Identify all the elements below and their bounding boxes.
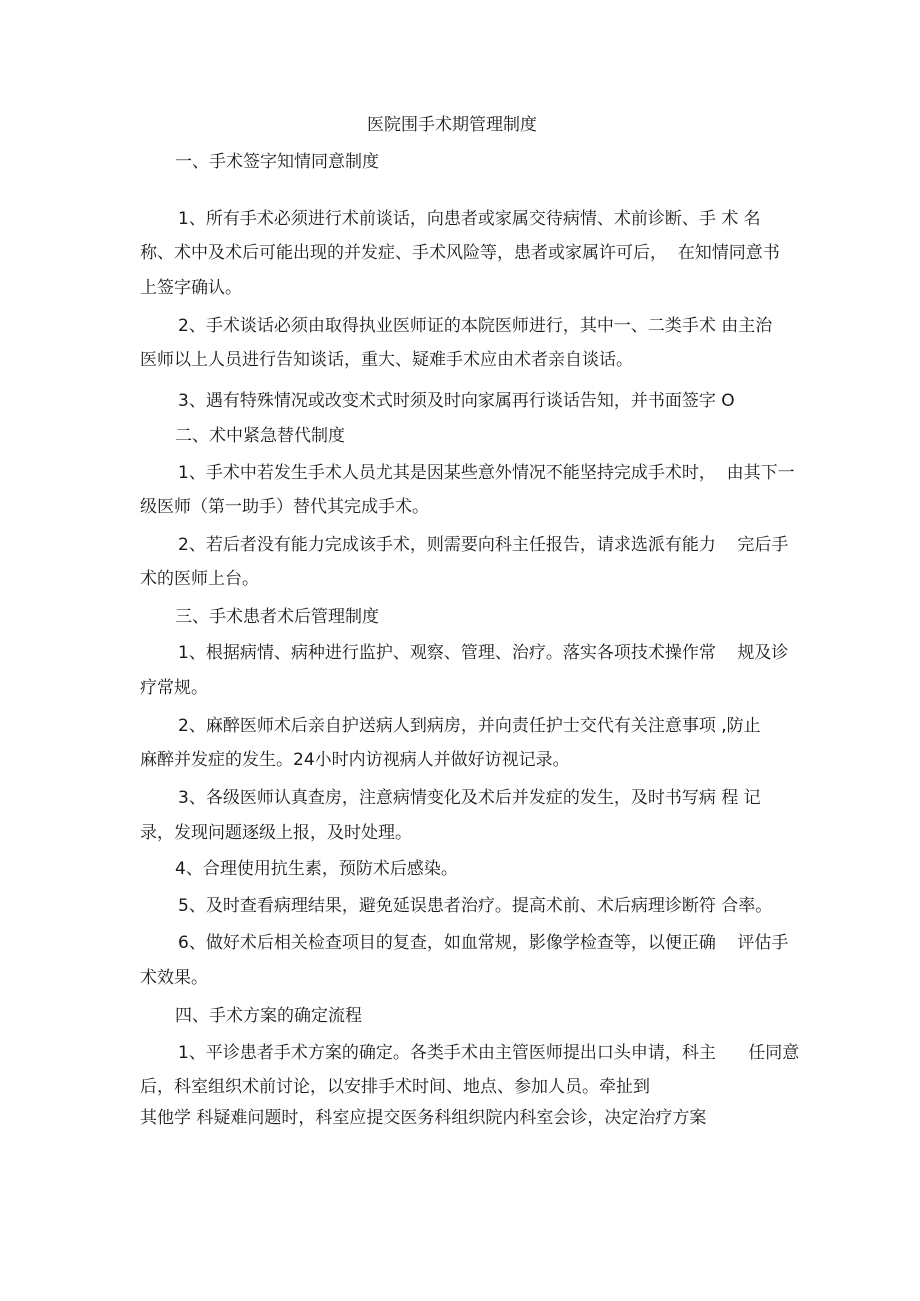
section-heading: 一、手术签字知情同意制度 [175,152,379,172]
paragraph-line: 1、手术中若发生手术人员尤其是因某些意外情况不能坚持完成手术时， 由其下一 [178,463,795,483]
paragraph-line: 级医师（第一助手）替代其完成手术。 [140,497,429,517]
paragraph-line: 4、合理使用抗生素，预防术后感染。 [175,859,458,879]
paragraph-line: 录，发现问题逐级上报，及时处理。 [140,823,412,843]
paragraph-line: 术效果。 [140,968,208,988]
document-title: 医院围手术期管理制度 [367,115,537,135]
paragraph-line: 3、遇有特殊情况或改变术式时须及时向家属再行谈话告知，并书面签字 O [178,391,735,411]
paragraph-line: 2、若后者没有能力完成该手术，则需要向科主任报告，请求选派有能力 完后手 [178,535,789,555]
section-heading: 四、手术方案的确定流程 [175,1006,362,1026]
section-heading: 三、手术患者术后管理制度 [175,607,379,627]
paragraph-line: 术的医师上台。 [140,569,259,589]
paragraph-line: 2、手术谈话必须由取得执业医师证的本院医师进行，其中一、二类手术 由主治 [178,316,773,336]
paragraph-line: 5、及时查看病理结果，避免延误患者治疗。提高术前、术后病理诊断符 合率。 [178,896,773,916]
paragraph-line: 3、各级医师认真查房，注意病情变化及术后并发症的发生，及时书写病 程 记 [178,788,761,808]
paragraph-line: 2、麻醉医师术后亲自护送病人到病房，并向责任护士交代有关注意事项 ,防止 [178,716,761,736]
paragraph-line: 6、做好术后相关检查项目的复查，如血常规，影像学检查等，以便正确 评估手 [178,933,789,953]
paragraph-line: 1、平诊患者手术方案的确定。各类手术由主管医师提出口头申请，科主 任同意 [178,1043,800,1063]
paragraph-line: 疗常规。 [140,678,208,698]
paragraph-line: 麻醉并发症的发生。24小时内访视病人并做好访视记录。 [140,750,570,770]
paragraph-line: 1、根据病情、病种进行监护、观察、管理、治疗。落实各项技术操作常 规及诊 [178,643,789,663]
paragraph-line: 上签字确认。 [140,278,242,298]
paragraph-line: 称、术中及术后可能出现的并发症、手术风险等，患者或家属许可后， 在知情同意书 [140,243,780,263]
paragraph-line: 医师以上人员进行告知谈话，重大、疑难手术应由术者亲自谈话。 [140,350,633,370]
section-heading: 二、术中紧急替代制度 [175,426,345,446]
paragraph-line: 后，科室组织术前讨论，以安排手术时间、地点、参加人员。牵扯到 [140,1077,650,1097]
paragraph-line: 1、所有手术必须进行术前谈话，向患者或家属交待病情、术前诊断、手 术 名 [178,209,761,229]
paragraph-line: 其他学 科疑难问题时，科室应提交医务科组织院内科室会诊，决定治疗方案 [140,1108,707,1128]
